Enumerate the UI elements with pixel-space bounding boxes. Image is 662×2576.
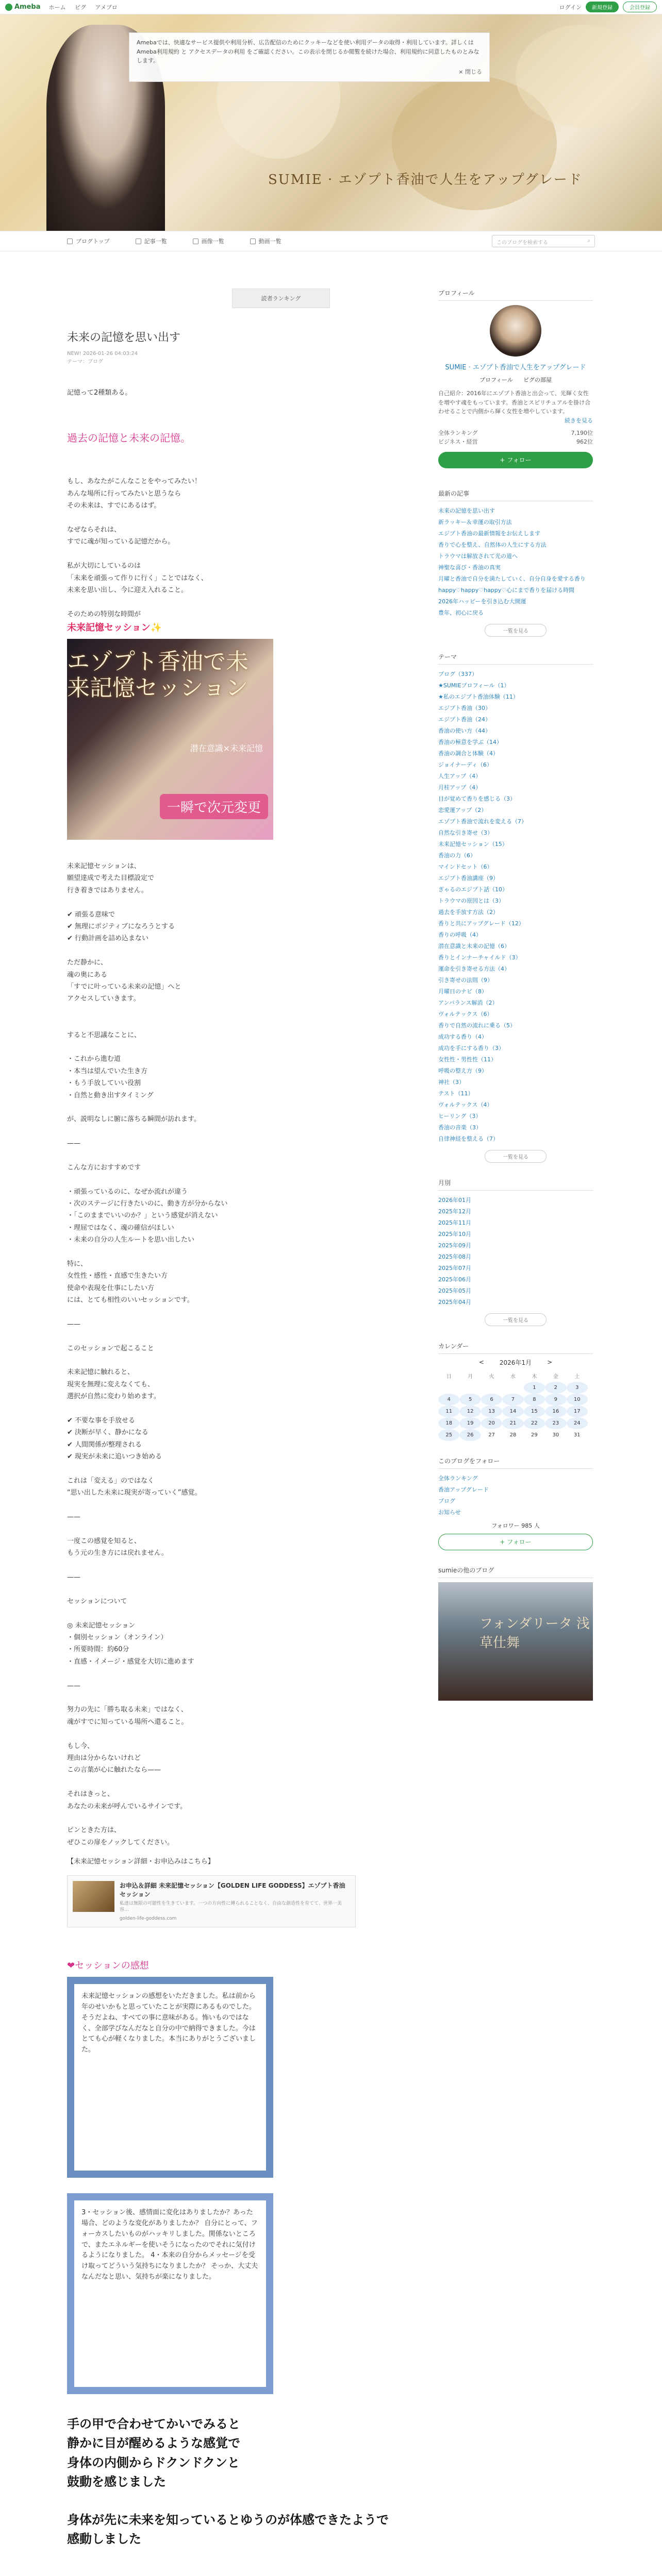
banner-title: エゾプト香油で未来記憶セッション [67, 649, 249, 701]
profile-bio: 自己紹介：2016年にエゾプト香油と出会って、光輝く女性を増やす魂をもっています。香油とスピリチュアルを掛け合わせることで内側から輝く女性を増やしています。 [438, 390, 591, 415]
themes-item[interactable]: 香りと共にアップグレード（12） [438, 920, 524, 927]
post-line: 現実を無理に変えなくても、 [67, 1380, 155, 1388]
post-line: この言葉が心に触れたなら—— [67, 1766, 161, 1774]
post-line [67, 1607, 392, 1619]
theme-heading: テーマ [438, 652, 593, 665]
top-nav-pigg[interactable]: ピグ [75, 4, 87, 11]
themes-item[interactable]: 成功を手にする香り（3） [438, 1044, 504, 1052]
post-line: “思い出した未来に現実が寄っていく”感覚。 [67, 1489, 202, 1497]
post-line [67, 1776, 392, 1788]
post-line: 願望達成で考えた目標設定で [67, 874, 155, 883]
post-main [67, 289, 392, 2549]
calendar-next-button[interactable]: > [547, 1359, 553, 1366]
themes-item[interactable]: アンバランス解消（2） [438, 999, 498, 1006]
themes-item[interactable]: 未来記憶セッション（15） [438, 840, 508, 848]
calendar-day[interactable]: 23 [545, 1417, 566, 1429]
post-line: ・本当は望んでいた生き方 [67, 1067, 148, 1075]
post-date: NEW! 2026-01-26 04:03:24 [67, 351, 138, 357]
calendar-day[interactable]: 5 [459, 1394, 481, 1405]
themes-item[interactable]: 香油の使い方（44） [438, 727, 491, 734]
post-p1: 記憶って2種類ある。 [67, 389, 132, 397]
post-line: ・自然と動き出すタイミング [67, 1091, 154, 1099]
blog-search-input[interactable]: このブログを検索する ⌕ [492, 235, 595, 247]
calendar-day [502, 1382, 523, 1394]
top-nav-ameblo[interactable]: アメブロ [95, 4, 118, 11]
post-line: 理由は分からないけれど [67, 1754, 141, 1762]
follow-heading: このブログをフォロー [438, 1456, 593, 1469]
post-line [67, 1463, 392, 1475]
monthly-item[interactable]: 2025年06月 [438, 1276, 471, 1283]
calendar-day[interactable]: 22 [524, 1417, 545, 1429]
other-blog-heading: sumieの他のブログ [438, 1566, 593, 1578]
calendar-dow: 木 [532, 1374, 537, 1380]
post-line [67, 1668, 392, 1680]
post-line [67, 1246, 392, 1258]
themes-item[interactable]: ★SUMIEプロフィール（1） [438, 682, 510, 689]
home-icon [67, 239, 73, 244]
recent-item[interactable]: 新ラッキー＆幸運の取引方法 [438, 518, 512, 526]
post-line: ピンときた方は、 [67, 1826, 121, 1835]
post-line: ✔ 不要な事を手放せる [67, 1417, 136, 1425]
themes-item[interactable]: 香りとインナーチャイルド（3） [438, 954, 521, 961]
monthly-item[interactable]: 2025年10月 [438, 1230, 471, 1238]
themes-item[interactable]: 月桂アップ（4） [438, 784, 482, 791]
themes-item[interactable]: ブログ（337） [438, 670, 477, 677]
calendar-table [438, 1370, 588, 1441]
themes-item[interactable]: 過去を手放す方法（2） [438, 908, 499, 916]
post-line [67, 1174, 392, 1185]
post-line: ・もう手放していい役割 [67, 1079, 141, 1088]
follow-button-2[interactable]: + フォロー [438, 1534, 593, 1550]
post-line: —— [67, 1682, 80, 1690]
themes-item[interactable]: ヴォルテックス（6） [438, 1010, 493, 1018]
post-line: アクセスしていきます。 [67, 995, 140, 1003]
post-line: ✔ 頑張る意味で [67, 910, 115, 919]
post-line: すると不思議なことに、 [67, 1031, 141, 1039]
calendar-dow: 日 [446, 1374, 452, 1380]
follow-button[interactable]: + フォロー [438, 452, 593, 468]
post-line [67, 1041, 392, 1053]
recent-item[interactable]: 2026年ハッピーを引き込む大開運 [438, 598, 526, 605]
themes-item[interactable]: 香油の力（6） [438, 852, 476, 859]
video-icon [250, 239, 256, 244]
post-line: —— [67, 1140, 80, 1148]
post-theme[interactable]: テーマ：ブログ [67, 359, 103, 365]
themes-item[interactable]: 月曜日のナビ（8） [438, 988, 487, 995]
post-line: 「すでに叶っている未来の記憶」へと [67, 982, 181, 991]
calendar-day [459, 1382, 481, 1394]
calendar-day[interactable]: 15 [524, 1405, 545, 1417]
recent-item[interactable]: happy♡happy♡happy♡心にまで香りを届ける時間 [438, 586, 575, 594]
other-blog-image[interactable] [438, 1582, 593, 1701]
ameba-logo[interactable]: Ameba [5, 3, 41, 11]
themes-item[interactable]: エジプト香油講座（9） [438, 874, 499, 882]
list-icon [136, 239, 141, 244]
themes-item[interactable]: 呼吸の整え方（9） [438, 1067, 487, 1074]
post-line: —— [67, 1320, 80, 1328]
calendar-month: 2026年1月 [499, 1359, 532, 1366]
post-line: 女性性・感性・直感で生きたい方 [67, 1272, 168, 1280]
recent-item[interactable]: 神聖な喜び・香油の真実 [438, 564, 501, 571]
profile-name[interactable]: SUMIE · エゾプト香油で人生をアップグレード [445, 364, 586, 371]
search-icon[interactable]: ⌕ [587, 238, 590, 244]
post-line: これは「変える」のではなく [67, 1477, 155, 1485]
themes-item[interactable]: 香油の極意を学ぶ（14） [438, 738, 502, 745]
monthly-more-button[interactable]: 一覧を見る [485, 1313, 547, 1326]
themes-item[interactable]: 香りの呼吸（4） [438, 931, 482, 938]
calendar-day[interactable]: 19 [459, 1417, 481, 1429]
themes-item[interactable]: ★私のエジプト香油体験（11） [438, 693, 519, 700]
testimonial-image-2[interactable] [67, 2193, 273, 2394]
profile-more-link[interactable]: 続きを見る [565, 417, 593, 424]
themes-item[interactable]: 運命を引き寄せる方法（4） [438, 965, 510, 972]
followers-item[interactable]: 全体ランキング [438, 1475, 478, 1482]
signup-button[interactable]: 会員登録 [623, 2, 657, 12]
apply-link[interactable]: 【未来記憶セッション詳細・お申込みはこちら】 [67, 1858, 214, 1866]
post-line [67, 1017, 392, 1029]
post-body-1: もし、あなたがこんなことをやってみたい！ あんな場所に行ってみたいと思うなら その未来は、すでにあるはず。 なぜならそれは、 すでに魂が知っている記憶だから。 私が大切にしているのは 「未来を頑張って作りに行く」ことではなく、 未来を思い出し、今に迎え入れること。 そのための特別な時間が [67, 478, 208, 618]
themes-item[interactable]: エゾプト香油で流れを変える（7） [438, 818, 527, 825]
recent-item[interactable]: 未来の記憶を思い出す [438, 507, 495, 514]
link-card-desc: 私達は無限の可能性を生きています。一つの方向性に縛られることなく、自由な創造性を育てて、世界一美容… [119, 1901, 342, 1913]
post-line: ・「このままでいいのか？」という感覚が消えない [67, 1212, 218, 1220]
top-nav-home[interactable]: ホーム [48, 4, 66, 11]
cookie-close-button[interactable]: × 閉じる [458, 68, 482, 75]
calendar-day[interactable]: 2 [545, 1382, 566, 1394]
monthly-heading: 月別 [438, 1178, 593, 1191]
post-line [67, 1728, 392, 1740]
post-line: こんな方におすすめです [67, 1163, 141, 1172]
post-line: —— [67, 1513, 80, 1521]
post-line [67, 1149, 392, 1161]
calendar-dow: 火 [489, 1374, 494, 1380]
themes-item[interactable]: 潜在意識と未来の記憶（6） [438, 942, 510, 950]
link-card-thumbnail [73, 1881, 114, 1912]
follow-list [438, 1473, 593, 1518]
calendar-day[interactable]: 21 [502, 1417, 523, 1429]
post-line [67, 1499, 392, 1511]
monthly-list [438, 1195, 593, 1308]
post-line: もう元の生き方には戻れません。 [67, 1549, 168, 1557]
post-line: ぜひこの扉をノックしてください。 [67, 1838, 174, 1846]
link-card[interactable] [67, 1875, 356, 1928]
monthly-item[interactable]: 2025年09月 [438, 1242, 471, 1249]
themes-item[interactable]: 恋愛運アップ（2） [438, 806, 487, 814]
calendar-day[interactable]: 10 [567, 1394, 588, 1405]
themes-item[interactable]: 成功する香り（4） [438, 1033, 487, 1040]
post-line: 行き着きではありません。 [67, 886, 148, 894]
post-line: ・所要時間：約60分 [67, 1646, 129, 1654]
post-line [67, 896, 392, 908]
nav-videos[interactable]: 動画一覧 [250, 237, 282, 245]
top-bar [0, 0, 662, 14]
calendar-day[interactable]: 30 [552, 1432, 559, 1438]
post-line: ・直感・イメージ・感覚を大切に進めます [67, 1657, 194, 1666]
testimonial-image-1[interactable] [67, 1977, 273, 2178]
calendar-heading: カレンダー [438, 1342, 593, 1354]
calendar-day[interactable]: 1 [524, 1382, 545, 1394]
calendar-day [481, 1382, 502, 1394]
themes-item[interactable]: テスト（11） [438, 1090, 474, 1097]
post-line: もし今、 [67, 1742, 94, 1750]
post-line: ・理屈ではなく、魂の確信がほしい [67, 1224, 174, 1232]
calendar-day[interactable]: 4 [438, 1394, 459, 1405]
themes-item[interactable]: ヒーリング（3） [438, 1112, 482, 1120]
ameba-logo-icon [5, 4, 12, 11]
recent-more-button[interactable]: 一覧を見る [485, 624, 547, 637]
follower-count: フォロワー 985 人 [491, 1522, 540, 1529]
calendar-day[interactable]: 11 [438, 1405, 459, 1417]
pigg-room-tab[interactable]: ピグの部屋 [523, 377, 552, 383]
monthly-item[interactable]: 2025年11月 [438, 1219, 471, 1226]
link-card-title: お申込＆詳細 未来記憶セッション【GOLDEN LIFE GODDESS】エゾプト香油セッション [119, 1882, 345, 1898]
followers-item[interactable]: ブログ [438, 1497, 455, 1504]
other-blog-sign: フォンダリータ 浅草仕舞 [479, 1616, 590, 1651]
recent-item[interactable]: トラウマは解放されて光の道へ [438, 552, 518, 560]
post-line: 使命や表現を仕事にしたい方 [67, 1284, 155, 1292]
themes-item[interactable]: 香油の音楽（3） [438, 1124, 482, 1131]
post-line [67, 1126, 392, 1138]
post-line [67, 1354, 392, 1366]
recent-item[interactable]: エジプト香油の最新情報をお伝えします [438, 530, 540, 537]
post-title: 未来の記憶を思い出す [67, 331, 181, 344]
post-line [67, 1584, 392, 1596]
calendar-day[interactable]: 8 [524, 1394, 545, 1405]
themes-item[interactable]: 神社（3） [438, 1078, 465, 1086]
recent-heading: 最新の記事 [438, 489, 593, 501]
themes-item[interactable]: ジョイナーディ（6） [438, 761, 492, 768]
monthly-item[interactable]: 2025年12月 [438, 1208, 471, 1215]
post-line: このセッションで起こること [67, 1344, 154, 1352]
testimonial-text-1: 未来記憶セッションの感想をいただきました。私は前から年のせいかもと思っていたことが実際にあるものでした。そうだよね、すべての事に意味がある。怖いものではなく、全部学びなんだなと自分の中で納得できました。今はとても心が軽くなりました。本当にありがとうございました。 [74, 1984, 266, 2171]
themes-item[interactable]: ぎゃるのエジプト話（10） [438, 886, 508, 893]
sidebar: プロフィール SUMIE · エゾプト香油で人生をアップグレード プロフィール ピグの部屋 自己紹介：2016年にエゾプト香油と出会って、光輝く女性を増やす魂をもっています。香油とスピリチュアルを掛け合わせることで内側から輝く女性を増やしています。 続きを見る 全体ランキング 7,190位 ビジネス・経営 962位 + フォロー 最新の記事 未来の記憶を思い出す 新ラッキー＆幸運の取引方法 エジプト香油の最新情報をお伝えします 香りで心を整え、自然体の人生にする方法 トラウマは解放されて光の道へ 神聖な喜び・香油の真実 月曜と香油で自分を満たしていく、自分自身を愛する香り happy♡happy♡happy♡心にまで香りを届ける時間 2026年ハッピーを引き込む大開運 豊年、初心に戻る 一覧を見る テーマ ブログ（337） ★SUMIEプロフィール（1） ★私のエジプト香油体験（11） エジプト香油（30） エジプト香油（24） 香油の使い方（44） 香油の極意を学ぶ（14） 香油の調合と体験（4） ジョイナーディ（6） 人生アップ（4） 月桂アップ（4） 目が覚めて香りを感じる（3） 恋愛運アップ（2） エゾプト香油で流れを変える（7） 自然な引き寄せ（3） 未来記憶セッション（15） 香油の力（6） マインドセット（6） エジプト香油講座（9） ぎゃるのエジプト話（10） トラウマの原因とは（3） 過去を手放す方法（2） 香りと共にアップグレード（12） 香りの呼吸（4） 潜在意識と未来の記憶（6） 香りとインナーチャイルド（3） 運命を引き寄せる方法（4） 引き寄せの法則（9） 月曜日のナビ（8） アンバランス解消（2） ヴォルテックス（6） 香りで自然の流れに乗る（5） 成功する香り（4） 成功を手にする香り（3） 女性性・男性性（11） 呼吸の整え方（9） 神社（3） テスト（11） ヴォルテックス（4） ヒーリング（3） 香油の音楽（3） 自律神経を整える（7） 一覧を見る 月別 2026年01月 2025年12月 2025年11月 2025年10月 2025年09月 2025年08月 2025年07月 2025年06月 2025年05月 2025年04月 一覧を見る カレンダー < 2026年1月 > 日 月 火 水 木 金 土 1 2 3 4 5 6 7 8 9 10 11 12 13 14 15 16 17 18 19 20 21 22 23 24 25 26 27 28 29 30 31 このブログをフォロー 全体ランキング 香油アップグレード ブログ お知らせ フォロワー 985 人 + フォロー sumieの他のブログ フォンダリータ 浅草仕舞 [438, 289, 593, 1701]
calendar-day[interactable]: 29 [531, 1432, 538, 1438]
reader-ranking-button[interactable]: 読者ランキング [232, 289, 330, 308]
themes-item[interactable]: エジプト香油（24） [438, 716, 491, 723]
post-line: ✔ 決断が早く、静かになる [67, 1429, 148, 1437]
themes-item[interactable]: 香りで自然の流れに乗る（5） [438, 1022, 516, 1029]
calendar-day[interactable]: 6 [481, 1394, 502, 1405]
calendar-day[interactable]: 27 [488, 1432, 495, 1438]
nav-images[interactable]: 画像一覧 [193, 237, 224, 245]
calendar-day[interactable]: 31 [573, 1432, 581, 1438]
themes-item[interactable]: 香油の調合と体験（4） [438, 750, 499, 757]
nav-blog-top[interactable]: ブログトップ [67, 237, 110, 245]
calendar-day[interactable]: 18 [438, 1417, 459, 1429]
blog-header-image [0, 14, 662, 231]
post-line: 未来記憶に触れると、 [67, 1368, 135, 1377]
banner-sub: 潜在意識×未来記憶 [190, 743, 263, 754]
monthly-item[interactable]: 2025年05月 [438, 1287, 471, 1294]
monthly-item[interactable]: 2025年04月 [438, 1298, 471, 1306]
post-line [67, 1692, 392, 1704]
post-line [67, 1005, 392, 1017]
avatar[interactable] [490, 305, 541, 357]
blog-nav [0, 231, 662, 251]
post-line: には、とても相性のいいセッションです。 [67, 1296, 194, 1304]
post-line: ・個別セッション（オンライン） [67, 1634, 168, 1642]
calendar-dow: 月 [468, 1374, 473, 1380]
post-line: ・未来の自分の人生ルートを思い出したい [67, 1236, 195, 1244]
monthly-item[interactable]: 2025年07月 [438, 1264, 471, 1272]
post-line: 魂がすでに知っている場所へ還ること。 [67, 1718, 188, 1726]
cookie-text: Amebaでは、快適なサービス提供や利用分析、広告配信のためにクッキーなどを使い利用データの取得・利用しています。詳しくは Ameba利用規約 と アクセスデータの利用 をご確認ください。この表示を閉じるか閲覧を続けた場合、利用規約に同意したものとみなします。 [137, 39, 479, 64]
post-line: ・これから進む道 [67, 1055, 121, 1063]
post-line [67, 1523, 392, 1535]
calendar-day[interactable]: 25 [438, 1429, 459, 1441]
theme-list [438, 669, 593, 1145]
post-line: ◎ 未来記憶セッション [67, 1621, 136, 1630]
themes-item[interactable]: 人生アップ（4） [438, 772, 482, 779]
calendar-day[interactable]: 13 [481, 1405, 502, 1417]
post-line: 選択が自然に変わり始めます。 [67, 1393, 160, 1401]
profile-heading: プロフィール [438, 289, 593, 301]
calendar-day[interactable]: 12 [459, 1405, 481, 1417]
login-link[interactable]: ログイン [559, 4, 582, 11]
themes-item[interactable]: 引き寄せの法則（9） [438, 976, 493, 984]
post-line: ただ静かに、 [67, 959, 108, 967]
cookie-banner [129, 32, 490, 82]
themes-item[interactable]: マインドセット（6） [438, 863, 493, 870]
post-large-text: 手の甲で合わせてかいでみると 静かに目が醒めるような感覚で 身体の内側からドクンドクンと 鼓動を感じました 身体が先に未来を知っているとゆうのが体感できたようで 感動しました [67, 2417, 389, 2547]
banner-button: 一瞬で次元変更 [160, 794, 268, 819]
themes-item[interactable]: 自然な引き寄せ（3） [438, 829, 493, 836]
post-line [67, 1812, 392, 1824]
post-line: 努力の先に「勝ち取る未来」ではなく、 [67, 1706, 188, 1714]
post-line: 魂の奥にある [67, 971, 108, 979]
calendar-day[interactable]: 14 [502, 1405, 523, 1417]
calendar-dow: 金 [553, 1374, 558, 1380]
post-line: セッションについて [67, 1597, 127, 1605]
register-button[interactable]: 新規登録 [586, 2, 619, 12]
post-line: ✔ 現実が未来に追いつき始める [67, 1453, 162, 1461]
calendar-day [438, 1382, 459, 1394]
calendar-day[interactable]: 16 [545, 1405, 566, 1417]
monthly-item[interactable]: 2026年01月 [438, 1196, 471, 1204]
link-card-url: golden-life-goddess.com [119, 1916, 177, 1921]
post-line: ・頑張っているのに、なぜか流れが違う [67, 1188, 188, 1196]
post-pink-heading: 過去の記憶と未来の記憶。 [67, 432, 191, 445]
post-line: あなたの未来が呼んでいるサインです。 [67, 1802, 187, 1810]
post-line: 特に、 [67, 1260, 88, 1268]
voice-heading: ❤セッションの感想 [67, 1960, 149, 1972]
recent-list [438, 505, 593, 619]
calendar-day[interactable]: 28 [509, 1432, 517, 1438]
post-line [67, 1403, 392, 1415]
post-line: 未来記憶セッションは、 [67, 862, 141, 871]
post-body-2 [67, 860, 392, 1849]
themes-item[interactable]: 自律神経を整える（7） [438, 1135, 499, 1142]
recent-item[interactable]: 月曜と香油で自分を満たしていく、自分自身を愛する香り [438, 575, 586, 582]
post-line: ✔ 人間関係が整理される [67, 1440, 142, 1449]
calendar-day[interactable]: 20 [481, 1417, 502, 1429]
post-line: が、説明なしに腑に落ちる瞬間が訪れます。 [67, 1115, 201, 1124]
post-line [67, 1307, 392, 1318]
sparkle-icon: ✨ [150, 622, 162, 634]
monthly-item[interactable]: 2025年08月 [438, 1253, 471, 1260]
themes-item[interactable]: エジプト香油（30） [438, 704, 491, 711]
calendar-day[interactable]: 17 [567, 1405, 588, 1417]
profile-tab[interactable]: プロフィール [479, 377, 513, 383]
followers-item[interactable]: お知らせ [438, 1509, 461, 1516]
post-line: ✔ 行動計画を詰め込まない [67, 935, 149, 943]
theme-more-button[interactable]: 一覧を見る [485, 1150, 547, 1163]
calendar-day[interactable]: 3 [567, 1382, 588, 1394]
post-line: ✔ 無理にポジティブになろうとする [67, 923, 175, 931]
post-meta [67, 350, 392, 366]
recent-item[interactable]: 豊年、初心に戻る [438, 609, 484, 616]
calendar-day[interactable]: 9 [545, 1394, 566, 1405]
recent-item[interactable]: 香りで心を整え、自然体の人生にする方法 [438, 541, 547, 548]
post-line: それはきっと、 [67, 1790, 114, 1799]
post-line [67, 1330, 392, 1342]
post-line: 一度この感覚を知ると、 [67, 1537, 141, 1545]
post-line: —— [67, 1573, 80, 1582]
heart-icon: ❤ [67, 1960, 75, 1972]
themes-item[interactable]: トラウマの原因とは（3） [438, 897, 504, 904]
themes-item[interactable]: 目が覚めて香りを感じる（3） [438, 795, 516, 802]
session-banner-image[interactable] [67, 639, 273, 840]
themes-item[interactable]: 女性性・男性性（11） [438, 1056, 496, 1063]
session-heading: 未来記憶セッション✨ [67, 622, 162, 634]
calendar-day[interactable]: 7 [502, 1394, 523, 1405]
calendar-dow: 土 [574, 1374, 580, 1380]
post-line [67, 1101, 392, 1113]
testimonial-text-2: 3・セッション後、感情面に変化はありましたか？あった場合、どのような変化がありましたか？ 自分にとって、フォーカスしたいものがハッキリしました。関係ないところで、またエネルギーを使いそうになったのでそれに気付けるようになりました。 4・本来の自分からメッセージを受け取ってどういう気持ちになりましたか？ そっか、大丈夫なんだなと思い、気持ちが楽になりました。 [74, 2200, 266, 2387]
themes-item[interactable]: ヴォルテックス（4） [438, 1101, 493, 1108]
image-icon [193, 239, 198, 244]
followers-item[interactable]: 香油アップグレード [438, 1486, 489, 1493]
header-blog-title: SUMIE · エゾプト香油で人生をアップグレード [268, 172, 583, 188]
calendar-dow: 水 [510, 1374, 516, 1380]
calendar-day[interactable]: 24 [567, 1417, 588, 1429]
calendar-day[interactable]: 26 [459, 1429, 481, 1441]
post-line [67, 1560, 392, 1571]
calendar-prev-button[interactable]: < [478, 1359, 484, 1366]
top-nav [49, 3, 125, 11]
post-line: ・次のステージに行きたいのに、動き方が分からない [67, 1200, 228, 1208]
nav-entries[interactable]: 記事一覧 [136, 237, 167, 245]
post-line [67, 945, 392, 957]
